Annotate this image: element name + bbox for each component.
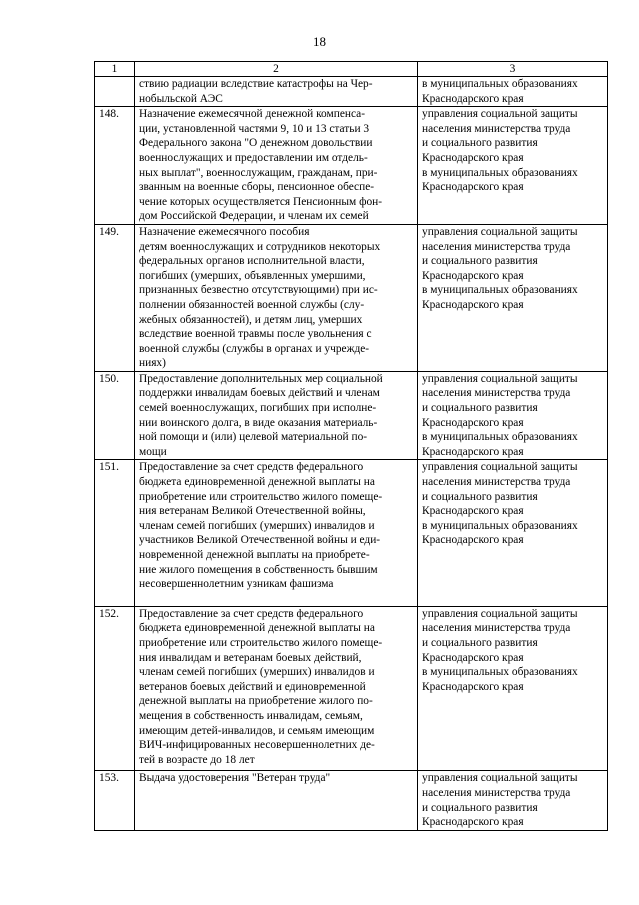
- authority-text-line: управления социальной защиты: [422, 772, 578, 785]
- service-text-line: Федерального закона "О денежном довольствии: [139, 137, 373, 150]
- authority-text-line: Краснодарского края: [422, 445, 524, 458]
- service-text-line: Назначение ежемесячного пособия: [139, 225, 310, 238]
- authority-text-line: и социального развития: [422, 255, 538, 268]
- service-text-line: нии воинского долга, в виде оказания материаль-: [139, 416, 378, 429]
- service-text-line: погибших (умерших, объявленных умершими,: [139, 269, 366, 282]
- authority-text-line: управления социальной защиты: [422, 461, 578, 474]
- authority-text-line: Краснодарского края: [422, 651, 524, 664]
- authority-text-line: Краснодарского края: [422, 151, 524, 164]
- service-text-line: детям военнослужащих и сотрудников некоторых: [139, 240, 381, 253]
- service-text-line: мещения в собственность инвалидам, семьям,: [139, 709, 363, 722]
- service-text-line: членам семей погибших (умерших) инвалидов и: [139, 666, 375, 679]
- authority-cell: [418, 606, 608, 771]
- authority-text-line: Краснодарского края: [422, 181, 524, 194]
- authority-cell: [418, 107, 608, 225]
- authority-text-line: управления социальной защиты: [422, 225, 578, 238]
- service-cell: [135, 224, 418, 371]
- authority-text-line: Краснодарского края: [422, 680, 524, 693]
- authority-text-line: в муниципальных образованиях: [422, 666, 578, 679]
- service-text-line: имеющим детей-инвалидов, и семьям имеющим: [139, 724, 375, 737]
- service-text-line: званным на военные сборы, пенсионное обеспе-: [139, 181, 375, 194]
- authority-text-line: и социального развития: [422, 801, 538, 814]
- service-text-line: нобыльской АЭС: [139, 92, 223, 105]
- authority-cell: [418, 77, 608, 107]
- row-number: 153.: [99, 772, 119, 785]
- row-number: 152.: [99, 607, 119, 620]
- authority-text-line: Краснодарского края: [422, 416, 524, 429]
- service-text-line: поддержки инвалидам боевых действий и членам: [139, 387, 380, 400]
- table-row: [95, 606, 608, 771]
- service-text-line: несовершеннолетним узникам фашизма: [139, 578, 334, 591]
- service-text-line: вследствие военной травмы после увольнения с: [139, 328, 372, 341]
- service-text-line: ных выплат", военнослужащим, гражданам, при-: [139, 166, 378, 179]
- authority-text-line: и социального развития: [422, 402, 538, 415]
- service-text-line: жебных обязанностей), и детям лиц, умерших: [139, 313, 363, 326]
- service-text-line: денежной выплаты на приобретение жилого по-: [139, 695, 373, 708]
- service-text-line: новременной денежной выплаты на приобрете-: [139, 549, 370, 561]
- authority-text-line: и социального развития: [422, 490, 538, 503]
- service-text-line: ниях): [139, 357, 166, 370]
- services-table: [94, 61, 608, 831]
- header-col-1: 1: [95, 62, 135, 77]
- service-text-line: ствию радиации вследствие катастрофы на Чер-: [139, 78, 373, 90]
- authority-text-line: управления социальной защиты: [422, 607, 578, 620]
- authority-text-line: в муниципальных образованиях: [422, 284, 578, 297]
- authority-text-line: в муниципальных образованиях: [422, 431, 578, 444]
- authority-text-line: Краснодарского края: [422, 92, 524, 105]
- table-row: [95, 224, 608, 371]
- table-header-row: [95, 62, 608, 77]
- service-text-line: приобретение или строительство жилого помеще-: [139, 490, 383, 503]
- authority-text-line: населения министерства труда: [422, 786, 571, 799]
- row-number: 150.: [99, 372, 119, 385]
- service-text-line: Предоставление за счет средств федерального: [139, 607, 364, 620]
- table-body: [95, 77, 608, 831]
- service-text-line: Выдача удостоверения "Ветеран труда": [139, 772, 331, 785]
- service-text-line: федеральных органов исполнительной власти,: [139, 255, 365, 268]
- table-row: [95, 77, 608, 107]
- service-text-line: чение которых осуществляется Пенсионным фон-: [139, 195, 383, 208]
- service-text-line: ВИЧ-инфицированных несовершеннолетних де-: [139, 739, 375, 752]
- service-cell: [135, 107, 418, 225]
- row-number-cell: [95, 771, 135, 830]
- service-text-line: ции, установленной частями 9, 10 и 13 статьи 3: [139, 122, 370, 135]
- authority-text-line: и социального развития: [422, 137, 538, 150]
- table-row: [95, 460, 608, 606]
- authority-text-line: населения министерства труда: [422, 240, 571, 253]
- service-text-line: военной службы (службы в органах и учрежде-: [139, 342, 370, 355]
- authority-text-line: населения министерства труда: [422, 387, 571, 400]
- service-cell: [135, 771, 418, 830]
- header-col-3: 3: [418, 62, 608, 77]
- authority-cell: [418, 460, 608, 606]
- authority-cell: [418, 224, 608, 371]
- authority-text-line: Краснодарского края: [422, 269, 524, 282]
- row-number-cell: [95, 224, 135, 371]
- page-number: 18: [313, 34, 326, 49]
- authority-text-line: населения министерства труда: [422, 476, 571, 489]
- table-row: [95, 371, 608, 460]
- authority-cell: [418, 371, 608, 460]
- row-number: 149.: [99, 225, 119, 238]
- row-number-cell: [95, 371, 135, 460]
- service-text-line: мощи: [139, 445, 167, 458]
- authority-text-line: населения министерства труда: [422, 122, 571, 135]
- service-text-line: ветеранов боевых действий и единовременной: [139, 680, 366, 693]
- service-cell: [135, 606, 418, 771]
- authority-text-line: управления социальной защиты: [422, 372, 578, 385]
- service-text-line: приобретение или строительство жилого помеще-: [139, 636, 383, 649]
- authority-text-line: Краснодарского края: [422, 298, 524, 311]
- header-col-2: 2: [135, 62, 418, 77]
- authority-text-line: в муниципальных образованиях: [422, 166, 578, 179]
- service-text-line: ние жилого помещения в собственность бывшим: [139, 563, 378, 576]
- service-text-line: бюджета единовременной денежной выплаты на: [139, 622, 375, 635]
- service-cell: [135, 371, 418, 460]
- authority-text-line: Краснодарского края: [422, 534, 524, 547]
- service-text-line: ной помощи и (или) целевой материальной по-: [139, 431, 368, 444]
- authority-text-line: в муниципальных образованиях: [422, 519, 578, 532]
- service-text-line: Назначение ежемесячной денежной компенса-: [139, 108, 366, 121]
- service-text-line: участников Великой Отечественной войны и еди-: [139, 534, 381, 547]
- row-number-cell: [95, 606, 135, 771]
- service-text-line: ния ветеранам Великой Отечественной войны,: [139, 505, 366, 518]
- table-row: [95, 771, 608, 830]
- service-text-line: бюджета единовременной денежной выплаты на: [139, 476, 375, 489]
- authority-text-line: в муниципальных образованиях: [422, 78, 578, 90]
- authority-text-line: населения министерства труда: [422, 622, 571, 635]
- service-text-line: ния инвалидам и ветеранам боевых действий,: [139, 651, 362, 664]
- service-text-line: дом Российской Федерации, и членам их семей: [139, 210, 369, 223]
- authority-text-line: управления социальной защиты: [422, 108, 578, 121]
- service-text-line: семей военнослужащих, погибших при исполне-: [139, 402, 377, 415]
- service-text-line: военнослужащих и предоставлении им отдель-: [139, 151, 368, 164]
- authority-cell: [418, 771, 608, 830]
- authority-text-line: и социального развития: [422, 636, 538, 649]
- service-text-line: полнении обязанностей военной службы (слу-: [139, 298, 365, 311]
- service-cell: [135, 77, 418, 107]
- service-text-line: Предоставление за счет средств федерального: [139, 461, 364, 474]
- service-text-line: тей в возрасте до 18 лет: [139, 753, 255, 766]
- authority-text-line: Краснодарского края: [422, 505, 524, 518]
- row-number-cell: [95, 460, 135, 606]
- service-text-line: признанных безвестно отсутствующими) при ис-: [139, 284, 378, 297]
- row-number-cell: [95, 77, 135, 107]
- service-text-line: членам семей погибших (умерших) инвалидов и: [139, 519, 375, 532]
- service-cell: [135, 460, 418, 606]
- row-number-cell: [95, 107, 135, 225]
- authority-text-line: Краснодарского края: [422, 816, 524, 829]
- row-number: 151.: [99, 461, 119, 474]
- row-number: 148.: [99, 108, 119, 121]
- table-row: [95, 107, 608, 225]
- service-text-line: Предоставление дополнительных мер социальной: [139, 372, 383, 385]
